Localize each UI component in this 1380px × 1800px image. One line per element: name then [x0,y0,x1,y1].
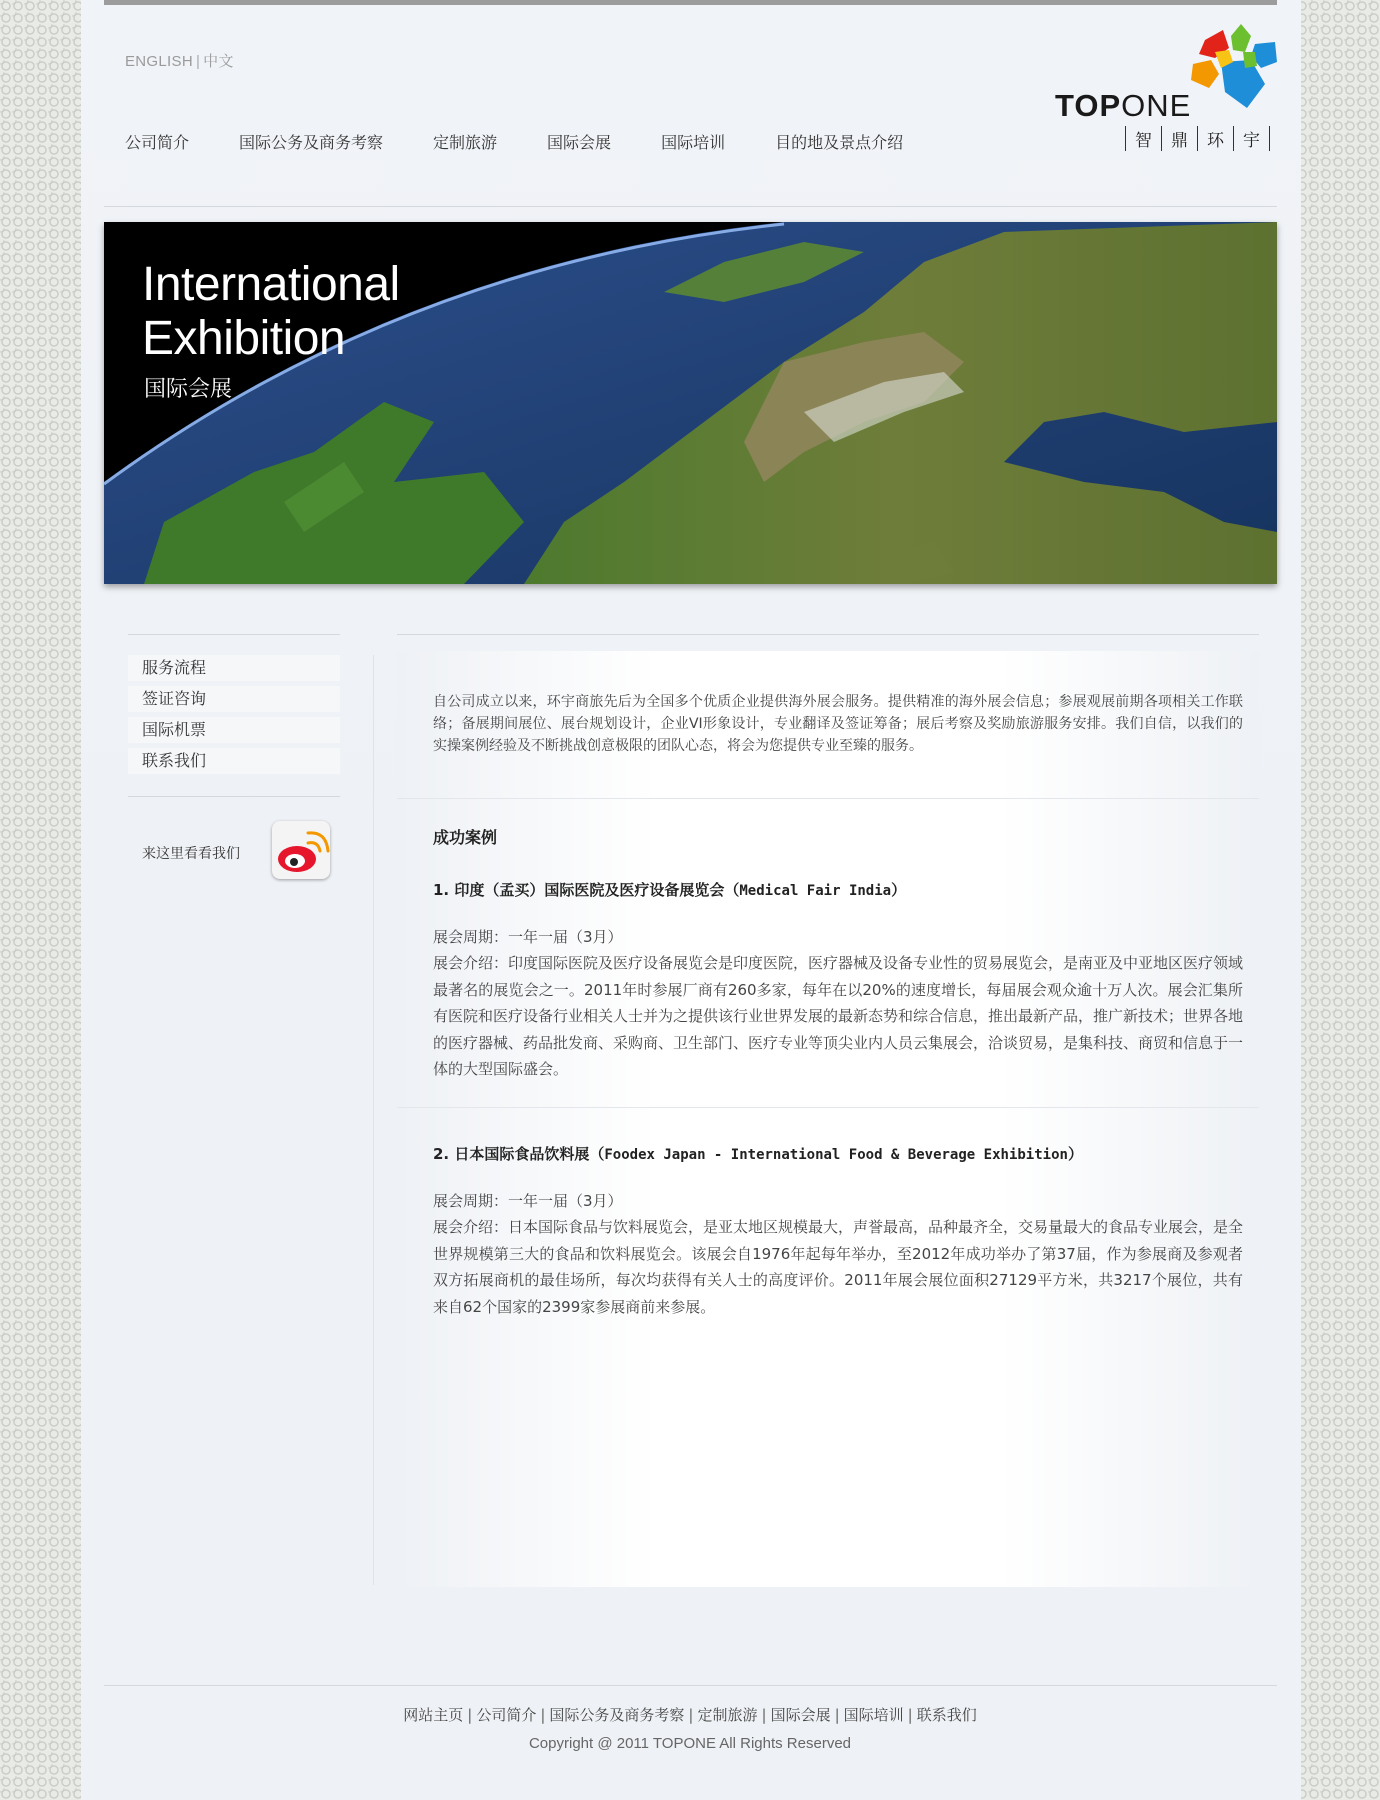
language-switcher [125,50,234,71]
section-title: 成功案例 [433,828,498,847]
case-item-2 [433,1143,1243,1320]
nav-item-business-inspection[interactable]: 国际公务及商务考察 [239,133,384,152]
lang-chinese-link[interactable]: 中文 [203,53,234,70]
sidebar-item-contact[interactable]: 联系我们 [128,748,340,774]
nav-item-custom-travel[interactable]: 定制旅游 [433,133,498,152]
case-period: 展会周期：一年一届（3月） [433,1192,623,1210]
sidebar-item-visa[interactable]: 签证咨询 [128,686,340,712]
banner-title: International Exhibition [142,258,400,365]
intro-paragraph: 自公司成立以来，环宇商旅先后为全国多个优质企业提供海外展会服务。提供精准的海外展会信息；参展观展前期各项相关工作联络；备展期间展位、展台规划设计，企业VI形象设计，专业翻译及签证筹备；展后考察及奖励旅游服务安排。我们自信，以我们的实操案例经验及不断挑战创意极限的团队心态，将会为您提供专业至臻的服务。 [433,694,1243,754]
footer-divider [104,1685,1277,1686]
logo-wordmark: TOPONE [1055,88,1192,123]
nav-item-exhibition[interactable]: 国际会展 [547,133,612,152]
sidebar-item-service-process[interactable]: 服务流程 [128,655,340,681]
footer-link-training[interactable]: 国际培训 [843,1706,904,1724]
copyright: Copyright @ 2011 TOPONE All Rights Reserved [528,1735,852,1752]
logo-star-icon [1185,22,1285,122]
top-bar [104,0,1277,5]
topone-logo[interactable] [1055,22,1285,152]
weibo-text: 来这里看看我们 [142,846,240,862]
page-container [81,0,1301,1800]
sidebar-menu [128,655,340,774]
lang-english-link[interactable]: ENGLISH [125,53,193,70]
weibo-icon[interactable] [272,821,330,879]
footer-link-custom-travel[interactable]: 定制旅游 [697,1706,758,1724]
case-description: 展会介绍：印度国际医院及医疗设备展览会是印度医院，医疗器械及设备专业性的贸易展览会，是南亚及中亚地区医疗领域最著名的展览会之一。2011年时参展厂商有260多家，每年在以20%的速度增长，每届展会观众逾十万人次。展会汇集所有医院和医疗设备行业相关人士并为之提供该行业世界发展的最新态势和综合信息，推出最新产品，推广新技术；世界各地的医疗器械、药品批发商、采购商、卫生部门、医疗专业等顶尖业内人员云集展会，洽谈贸易，是集科技、商贸和信息于一体的大型国际盛会。 [433,954,1244,1078]
main-content [397,634,1259,1587]
intro-divider [397,798,1259,799]
footer-link-business-inspection[interactable]: 国际公务及商务考察 [549,1706,685,1724]
content-panel [397,651,1259,1587]
footer-link-home[interactable]: 网站主页 [403,1706,464,1724]
sidebar-top-divider [128,634,340,635]
column-divider [373,655,374,1585]
logo-chinese-name: 智 鼎 环 宇 [1125,126,1270,151]
case-description: 展会介绍：日本国际食品与饮料展览会，是亚太地区规模最大，声誉最高，品种最齐全，交易量最大的食品专业展会，是全世界规模第三大的食品和饮料展览会。该展会自1976年起每年举办，至2012年成功举办了第37届，作为参展商及参观者双方拓展商机的最佳场所，每次均获得有关人士的高度评价。2011年展会展位面积27129平方米，共3217个展位，共有来自62个国家的2399家参展商前来参展。 [433,1218,1244,1316]
nav-item-about[interactable]: 公司简介 [125,133,190,152]
banner-subtitle: 国际会展 [144,377,233,402]
weibo-block [128,821,340,881]
case-title: 2. 日本国际食品饮料展（Foodex Japan - International Food & Beverage Exhibition） [433,1145,1083,1163]
sidebar [128,634,340,881]
hero-banner [104,222,1277,584]
footer-link-exhibition[interactable]: 国际会展 [770,1706,831,1724]
nav-item-training[interactable]: 国际培训 [661,133,726,152]
footer-link-about[interactable]: 公司简介 [476,1706,537,1724]
sidebar-bottom-divider [128,796,340,797]
case-period: 展会周期：一年一届（3月） [433,928,623,946]
main-nav [125,130,953,153]
sidebar-item-air-tickets[interactable]: 国际机票 [128,717,340,743]
case-item-1 [433,879,1243,1083]
main-top-divider [397,634,1259,635]
footer-links: 网站主页 | 公司简介 | 国际公务及商务考察 | 定制旅游 | 国际会展 | 国际培训 | 联系我们 [403,1706,977,1724]
case-title: 1. 印度（孟买）国际医院及医疗设备展览会（Medical Fair India） [433,881,907,899]
footer-link-contact[interactable]: 联系我们 [916,1706,977,1724]
lang-separator: | [195,53,201,70]
header-divider [104,206,1277,207]
nav-item-destinations[interactable]: 目的地及景点介绍 [775,133,904,152]
case-divider [397,1107,1259,1108]
